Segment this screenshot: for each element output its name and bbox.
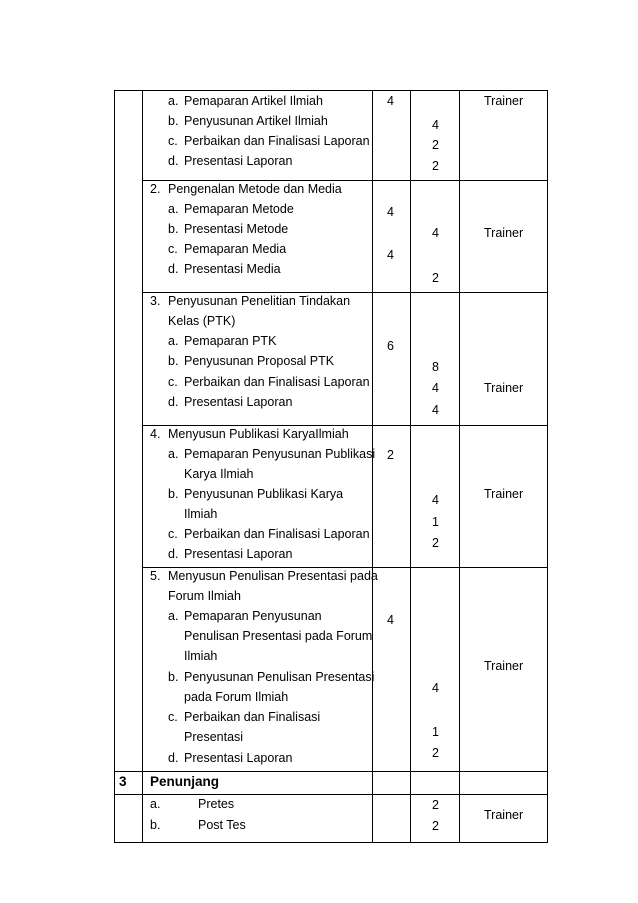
item-marker: d. [168,395,179,409]
item-text: Penyusunan Proposal PTK [184,354,335,368]
item-marker: d. [168,547,179,561]
item-text: Pemaparan Penyusunan [184,609,322,623]
praktik-value: 8 [432,360,439,374]
teori-value: 4 [387,94,394,108]
item-marker: b. [168,222,179,236]
item-text: Presentasi Metode [184,222,289,236]
item-text: pada Forum Ilmiah [184,690,289,704]
narasumber-value: Trainer [484,808,524,822]
section-title: Kelas (PTK) [168,314,236,328]
group-title: Penunjang [150,774,220,789]
praktik-value: 4 [432,493,439,507]
praktik-value: 1 [432,725,439,739]
item-text: Pemaparan Artikel Ilmiah [184,94,323,108]
praktik-value: 1 [432,515,439,529]
praktik-value: 2 [432,138,439,152]
item-marker: a. [168,202,179,216]
table-border-bottom [114,842,548,843]
col-divider-1 [142,90,143,842]
section-number: 2. [150,182,161,196]
praktik-value: 4 [432,118,439,132]
item-text: Pretes [198,797,235,811]
item-text: Presentasi Laporan [184,395,293,409]
item-marker: c. [168,242,178,256]
teori-value: 6 [387,339,394,353]
section-number: 4. [150,427,161,441]
item-marker: a. [150,797,161,811]
col-divider-2 [372,90,373,842]
row-divider [114,771,548,772]
col-divider-3 [410,90,411,842]
item-text: Penyusunan Penulisan Presentasi [184,670,375,684]
item-text: Presentasi Media [184,262,281,276]
table-border-left [114,90,115,842]
item-text: Karya Ilmiah [184,467,254,481]
item-text: Pemaparan Penyusunan Publikasi [184,447,376,461]
teori-value: 4 [387,205,394,219]
praktik-value: 2 [432,271,439,285]
item-text: Penulisan Presentasi pada Forum [184,629,373,643]
item-marker: a. [168,609,179,623]
teori-value: 2 [387,448,394,462]
item-text: Perbaikan dan Finalisasi Laporan [184,375,370,389]
item-marker: c. [168,527,178,541]
item-text: Perbaikan dan Finalisasi Laporan [184,134,370,148]
table-border-top [114,90,548,91]
section-title: Menyusun Publikasi KaryaIlmiah [168,427,349,441]
item-marker: b. [150,818,161,832]
praktik-value: 4 [432,381,439,395]
praktik-value: 4 [432,226,439,240]
item-text: Ilmiah [184,507,218,521]
praktik-value: 2 [432,159,439,173]
praktik-value: 2 [432,819,439,833]
section-title: Menyusun Penulisan Presentasi pada [168,569,378,583]
item-text: Pemaparan PTK [184,334,277,348]
item-text: Presentasi Laporan [184,547,293,561]
item-text: Post Tes [198,818,246,832]
item-marker: c. [168,710,178,724]
narasumber-value: Trainer [484,487,524,501]
item-text: Pemaparan Metode [184,202,294,216]
item-marker: b. [168,487,179,501]
item-text: Presentasi Laporan [184,751,293,765]
narasumber-value: Trainer [484,226,524,240]
narasumber-value: Trainer [484,381,524,395]
col-divider-4 [459,90,460,842]
item-marker: d. [168,262,179,276]
item-text: Presentasi Laporan [184,154,293,168]
narasumber-value: Trainer [484,659,524,673]
teori-value: 4 [387,248,394,262]
item-text: Perbaikan dan Finalisasi [184,710,321,724]
item-marker: a. [168,447,179,461]
item-marker: a. [168,94,179,108]
section-title: Forum Ilmiah [168,589,241,603]
section-number: 5. [150,569,161,583]
item-text: Penyusunan Publikasi Karya [184,487,344,501]
teori-value: 4 [387,613,394,627]
item-text: Perbaikan dan Finalisasi Laporan [184,527,370,541]
praktik-value: 2 [432,746,439,760]
praktik-value: 2 [432,536,439,550]
item-marker: c. [168,375,178,389]
praktik-value: 4 [432,681,439,695]
item-marker: d. [168,154,179,168]
item-text: Ilmiah [184,649,218,663]
section-title: Penyusunan Penelitian Tindakan [168,294,351,308]
item-marker: c. [168,134,178,148]
praktik-value: 2 [432,798,439,812]
item-marker: a. [168,334,179,348]
item-text: Presentasi [184,730,244,744]
item-marker: b. [168,114,179,128]
table-border-right [547,90,548,842]
narasumber-value: Trainer [484,94,524,108]
item-text: Pemaparan Media [184,242,287,256]
section-title: Pengenalan Metode dan Media [168,182,342,196]
group-number: 3 [119,774,127,789]
item-marker: b. [168,354,179,368]
row-divider [114,794,548,795]
item-marker: d. [168,751,179,765]
item-marker: b. [168,670,179,684]
item-text: Penyusunan Artikel Ilmiah [184,114,328,128]
section-number: 3. [150,294,161,308]
praktik-value: 4 [432,403,439,417]
